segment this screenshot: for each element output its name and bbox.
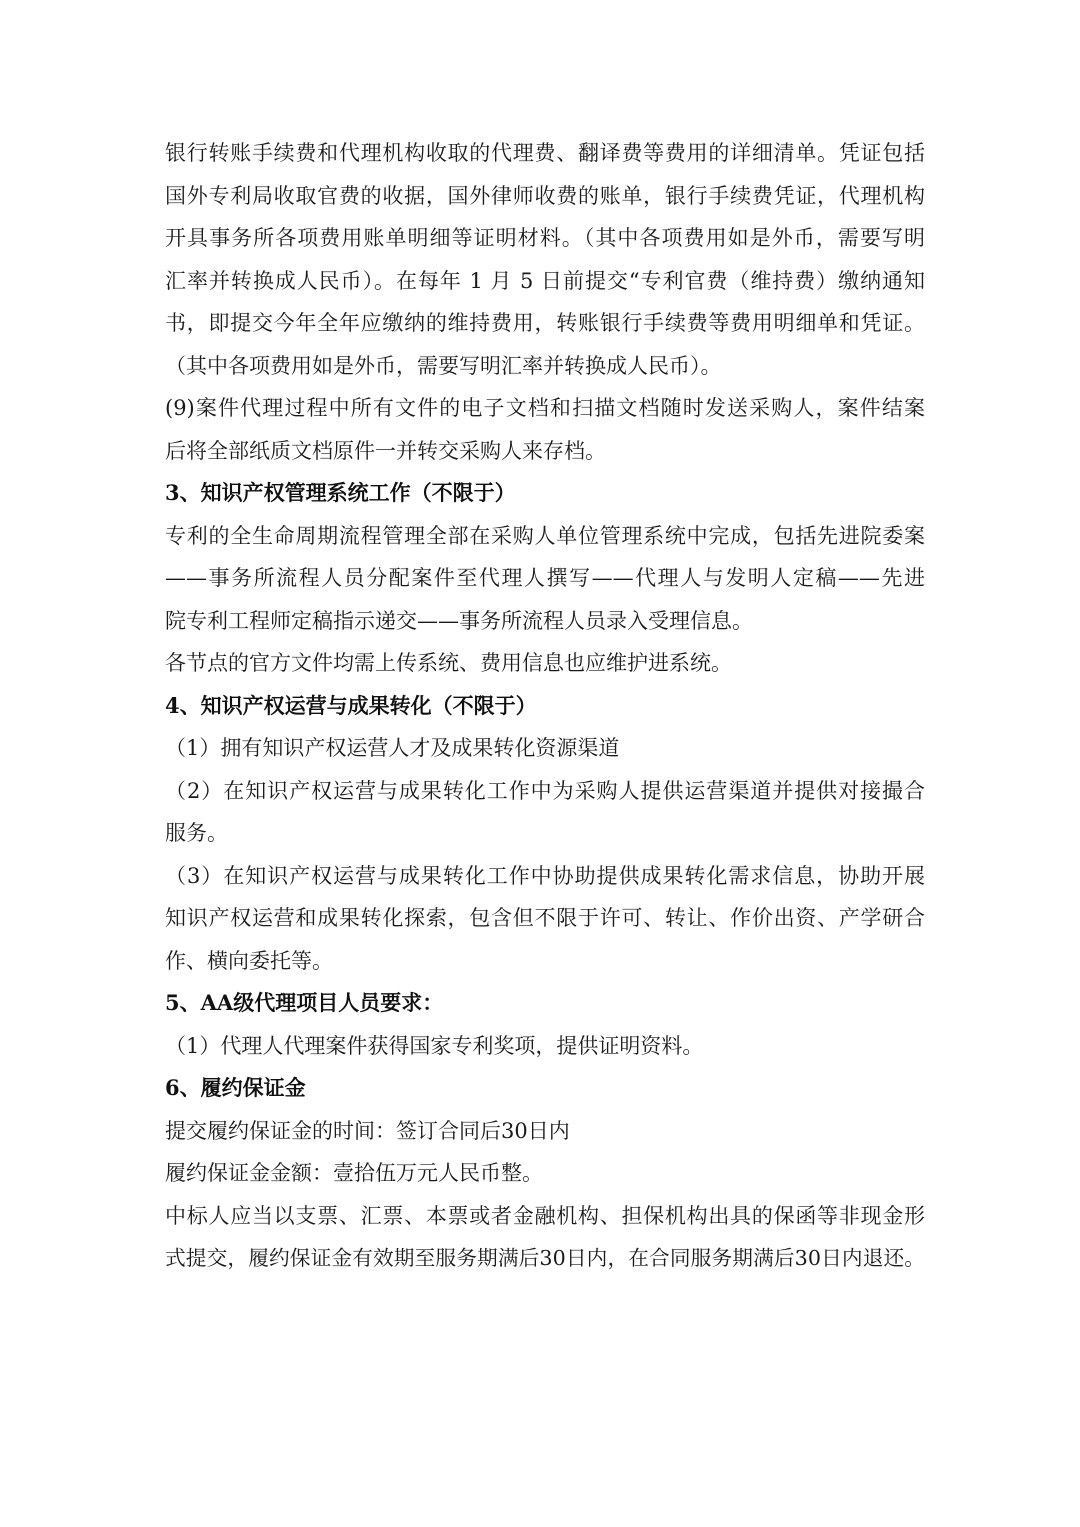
text-line: 后将全部纸质文档原件一并转交采购人来存档。 (165, 438, 606, 463)
section-heading: 3、知识产权管理系统工作（不限于） (165, 480, 516, 505)
section-heading: 4、知识产权运营与成果转化（不限于） (165, 692, 537, 718)
text-line: 院专利工程师定稿指示递交——事务所流程人员录入受理信息。 (165, 608, 753, 633)
text-line: 提交履约保证金的时间：签订合同后30日内 (165, 1118, 570, 1143)
text-line: （2）在知识产权运营与成果转化工作中为采购人提供运营渠道并提供对接撮合 (165, 778, 925, 803)
text-line: 知识产权运营和成果转化探索，包含但不限于许可、转让、作价出资、产学研合 (165, 906, 925, 930)
text-line: 专利的全生命周期流程管理全部在采购人单位管理系统中完成，包括先进院委案 (165, 523, 925, 548)
text-line: 汇率并转换成人民币）。在每年 1 月 5 日前提交“专利官费（维持费）缴纳通知 (165, 268, 925, 293)
text-line: 中标人应当以支票、汇票、本票或者金融机构、担保机构出具的保函等非现金形 (165, 1203, 925, 1228)
text-line: 式提交，履约保证金有效期至服务期满后30日内，在合同服务期满后30日内退还。 (165, 1246, 925, 1270)
text-line: （1）拥有知识产权运营人才及成果转化资源渠道 (165, 736, 620, 760)
text-line: 银行转账手续费和代理机构收取的代理费、翻译费等费用的详细清单。凭证包括 (165, 141, 925, 165)
text-line: (9)案件代理过程中所有文件的电子文档和扫描文档随时发送采购人，案件结案 (165, 396, 925, 420)
text-line: 国外专利局收取官费的收据，国外律师收费的账单，银行手续费凭证，代理机构 (165, 183, 925, 208)
text-line: （1）代理人代理案件获得国家专利奖项，提供证明资料。 (165, 1033, 704, 1058)
text-line: 履约保证金金额：壹拾伍万元人民币整。 (165, 1161, 543, 1185)
text-line: （3）在知识产权运营与成果转化工作中协助提供成果转化需求信息，协助开展 (165, 863, 925, 888)
text-line: 服务。 (165, 821, 228, 845)
text-line: （其中各项费用如是外币，需要写明汇率并转换成人民币）。 (165, 353, 722, 378)
section-heading: 6、履约保证金 (165, 1075, 306, 1100)
text-line: 开具事务所各项费用账单明细等证明材料。（其中各项费用如是外币，需要写明 (165, 226, 925, 250)
document-body (165, 132, 925, 1280)
text-line: 书，即提交今年全年应缴纳的维持费用，转账银行手续费等费用明细单和凭证。 (165, 311, 925, 335)
text-line: ——事务所流程人员分配案件至代理人撰写——代理人与发明人定稿——先进 (165, 566, 925, 590)
section-heading: 5、AA级代理项目人员要求： (165, 990, 444, 1015)
text-line: 作、横向委托等。 (165, 948, 333, 973)
text-line: 各节点的官方文件均需上传系统、费用信息也应维护进系统。 (165, 651, 732, 675)
